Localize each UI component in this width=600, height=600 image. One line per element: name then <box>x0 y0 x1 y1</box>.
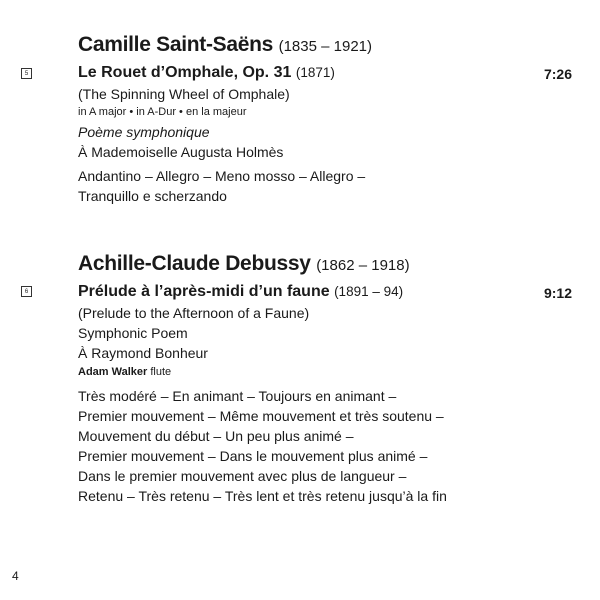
tempo-line: Retenu – Très retenu – Très lent et très retenu jusqu’à la fin <box>78 488 447 504</box>
work-title-text: Le Rouet d’Omphale, Op. 31 <box>78 64 292 81</box>
work-genre: Poème symphonique <box>78 124 210 140</box>
tempo-line: Andantino – Allegro – Meno mosso – Allegro – <box>78 168 366 184</box>
tempo-line: Premier mouvement – Dans le mouvement plus animé – <box>78 448 428 464</box>
composer-name: Camille Saint-Saëns <box>78 33 274 56</box>
track-number-badge: 6 <box>21 286 32 297</box>
tempo-line: Premier mouvement – Même mouvement et très soutenu – <box>78 408 444 424</box>
tempo-line: Mouvement du début – Un peu plus animé – <box>78 428 354 444</box>
composer-name: Achille-Claude Debussy <box>78 252 311 275</box>
work-translation: (Prelude to the Afternoon of a Faune) <box>78 305 310 321</box>
track-number-badge: 5 <box>21 68 32 79</box>
composer-years: (1862 – 1918) <box>316 257 410 274</box>
page-number: 4 <box>12 569 19 583</box>
work-genre: Symphonic Poem <box>78 325 188 341</box>
work-year: (1891 – 94) <box>334 284 404 299</box>
work-title <box>78 64 335 82</box>
performer-name: Adam Walker <box>78 366 148 378</box>
work-translation: (The Spinning Wheel of Omphale) <box>78 86 290 102</box>
composer-heading <box>78 33 372 57</box>
tempo-line: Très modéré – En animant – Toujours en animant – <box>78 388 397 404</box>
performer-instrument: flute <box>150 366 172 378</box>
tempo-line: Dans le premier mouvement avec plus de langueur – <box>78 468 407 484</box>
work-dedication: À Raymond Bonheur <box>78 345 208 361</box>
work-title <box>78 283 403 301</box>
track-duration: 9:12 <box>543 285 572 301</box>
track-duration: 7:26 <box>543 66 572 82</box>
work-dedication: À Mademoiselle Augusta Holmès <box>78 144 284 160</box>
composer-heading <box>78 252 410 276</box>
work-title-text: Prélude à l’après-midi d’un faune <box>78 283 330 300</box>
composer-years: (1835 – 1921) <box>278 38 372 55</box>
performer-credit <box>78 366 171 378</box>
work-key: in A major • in A-Dur • en la majeur <box>78 106 247 118</box>
tempo-line: Tranquillo e scherzando <box>78 188 227 204</box>
work-year: (1871) <box>295 65 335 80</box>
